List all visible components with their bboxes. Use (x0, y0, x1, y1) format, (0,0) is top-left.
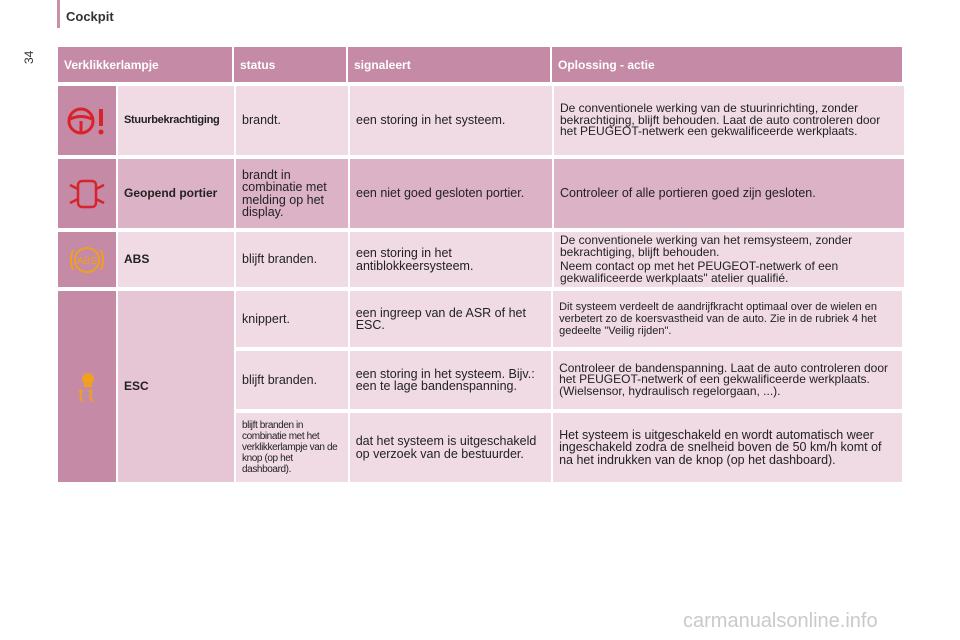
light-name: ABS (118, 232, 234, 287)
table-header (58, 47, 904, 82)
status-text: brandt in combinatie met melding op het display. (236, 159, 348, 228)
section-title: Cockpit (66, 9, 114, 24)
status-text: knippert. (236, 291, 348, 347)
action-text: Controleer de bandenspanning. Laat de auto controleren door het PEUGEOT-netwerk of een gekwalificeerde werkplaats. (Wielsensor, hydraulisch regelorgaan, ...). (553, 351, 902, 409)
light-name: Geopend portier (118, 159, 234, 228)
action-line: Neem contact op met het PEUGEOT-netwerk of een gekwalificeerde werkplaats" atelier qualifié. (560, 259, 839, 285)
signal-text: een storing in het systeem. Bijv.: een te lage bandenspanning. (350, 351, 551, 409)
status-text: blijft branden. (236, 351, 348, 409)
action-text (554, 232, 904, 287)
open-door-icon (58, 159, 116, 228)
signal-text: dat het systeem is uitgeschakeld op verzoek van de bestuurder. (350, 413, 551, 482)
table-row (236, 413, 902, 482)
status-text: brandt. (236, 86, 348, 155)
light-name: ESC (118, 291, 234, 482)
header-warning-light: Verklikkerlampje (58, 47, 232, 82)
esc-row-group (58, 291, 904, 482)
svg-text:ABS: ABS (76, 255, 98, 267)
signal-text: een ingreep van de ASR of het ESC. (350, 291, 551, 347)
esc-skid-car-icon (58, 291, 116, 482)
steering-wheel-warning-icon (58, 86, 116, 155)
action-text: Het systeem is uitgeschakeld en wordt automatisch weer ingeschakeld zodra de snelheid boven de 50 km/h komt of na het indrukken van de knop (op het dashboard). (553, 413, 902, 482)
header-status: status (234, 47, 346, 82)
table-row (236, 291, 902, 347)
status-text: blijft branden in combinatie met het verklikkerlampje van de knop (op het dashboard). (236, 413, 348, 482)
signal-text: een niet goed gesloten portier. (350, 159, 552, 228)
table-row (236, 351, 902, 409)
action-line: De conventionele werking van het remsysteem, zonder bekrachtiging, blijft behouden. (560, 233, 853, 259)
signal-text: een storing in het systeem. (350, 86, 552, 155)
action-text: Dit systeem verdeelt de aandrijfkracht optimaal over de wielen en verbetert zo de koersvastheid van de auto. Zie in de rubriek 4 het gedeelte "Veilig rijden". (553, 291, 902, 347)
action-text: De conventionele werking van de stuurinrichting, zonder bekrachtiging, blijft behouden. Laat de auto controleren door het PEUGEOT-netwerk een gekwalificeerde werkplaats. (554, 86, 904, 155)
watermark-bottom: carmanualsonline.info (683, 610, 878, 632)
table-row (58, 159, 904, 228)
action-text: Controleer of alle portieren goed zijn gesloten. (554, 159, 904, 228)
header-action: Oplossing - actie (552, 47, 902, 82)
warning-lights-table (58, 47, 904, 482)
table-row (58, 86, 904, 155)
header-signal: signaleert (348, 47, 550, 82)
status-text: blijft branden. (236, 232, 348, 287)
section-accent-bar (57, 0, 60, 28)
abs-icon (58, 232, 116, 287)
light-name: Stuurbekrachtiging (118, 86, 234, 155)
page-number: 34 (22, 50, 36, 64)
table-row (58, 232, 904, 287)
signal-text: een storing in het antiblokkeersysteem. (350, 232, 552, 287)
esc-subrows (236, 291, 902, 482)
